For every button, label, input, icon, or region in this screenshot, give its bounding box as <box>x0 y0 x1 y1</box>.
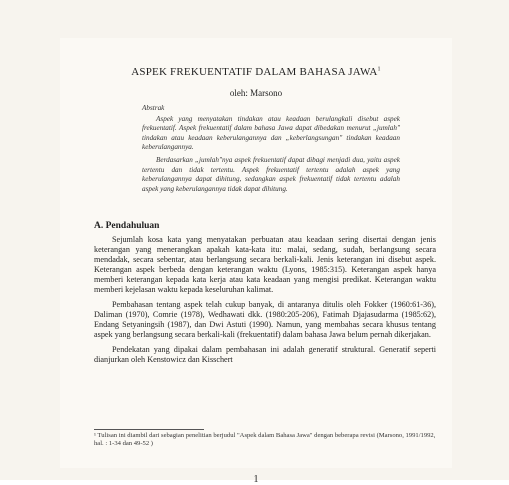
body-paragraph: Sejumlah kosa kata yang menyatakan perbuatan atau keadaan sering disertai dengan jenis keterangan yang menerangkan apakah kata-kata itu: malai, sedang, sudah, berlangsung secara mendadak, secara sebentar, atau berlangsung secara berkali-kali. Jenis keterangan ini disebut aspek. Keterangan aspek berbeda dengan keterangan waktu (Lyons, 1985:315). Keterangan aspek hanya memberi keterangan kepada kata kerja atau kata keadaan yang mengisi predikat. Keterangan waktu memberi kejelasan waktu kepada keseluruhan kalimat. <box>94 235 436 294</box>
title-footnote-marker: 1 <box>377 66 381 73</box>
footnote-rule <box>94 429 204 430</box>
body-text <box>94 235 436 370</box>
paper-sheet <box>60 38 452 485</box>
page-number: 1 <box>253 474 259 485</box>
abstract-paragraph: Berdasarkan „jumlah"nya aspek frekuentatif dapat dibagi menjadi dua, yaitu aspek tertentu dan tidak tertentu. Aspek frekuentatif tertentu adalah aspek yang keberulangannya dapat dihitung, sedangkan aspek frekuentatif tidak tertentu adalah aspek yang keberulangannya tidak dapat dihitung. <box>142 155 400 193</box>
footnote: ¹ Tulisan ini diambil dari sebagian penelitian berjudul "Aspek dalam Bahasa Jawa" dengan beberapa revisi (Marsono, 1991/1992, hal. : 1-34 dan 49-52 ) <box>94 432 436 448</box>
abstract-paragraph: Aspek yang menyatakan tindakan atau keadaan berulangkali disebut aspek frekuentatif. Aspek frekuentatif dalam bahasa Jawa dapat dibedakan menurut „jumlah" tindakan atau keadaan keberulangannya dan „keberlangsungan" tindakan keadaan keberulangannya. <box>142 114 400 152</box>
body-paragraph: Pendekatan yang dipakai dalam pembahasan ini adalah generatif struktural. Generatif seperti dianjurkan oleh Kenstowicz dan Kisschert <box>94 345 436 364</box>
body-paragraph: Pembahasan tentang aspek telah cukup banyak, di antaranya ditulis oleh Fokker (1960:61-36), Daliman (1970), Comrie (1978), Wedhawati dkk. (1980:205-206), Fatimah Djajasudarma (1985:62), Endang Setyaningsih (1987), dan Dwi Astuti (1990). Namun, yang membahas secara khusus tentang aspek yang berlangsung secara berkali-kali (frekuentatif) dalam bahasa Jawa belum pernah dikerjakan. <box>94 300 436 339</box>
article-title <box>60 66 452 78</box>
abstract-label: Abstrak <box>142 104 165 112</box>
section-heading: A. Pendahuluan <box>94 221 160 231</box>
article-title-text: ASPEK FREKUENTATIF DALAM BAHASA JAWA <box>131 66 378 78</box>
author-line: oleh: Marsono <box>229 88 283 98</box>
abstract-block <box>142 104 400 197</box>
